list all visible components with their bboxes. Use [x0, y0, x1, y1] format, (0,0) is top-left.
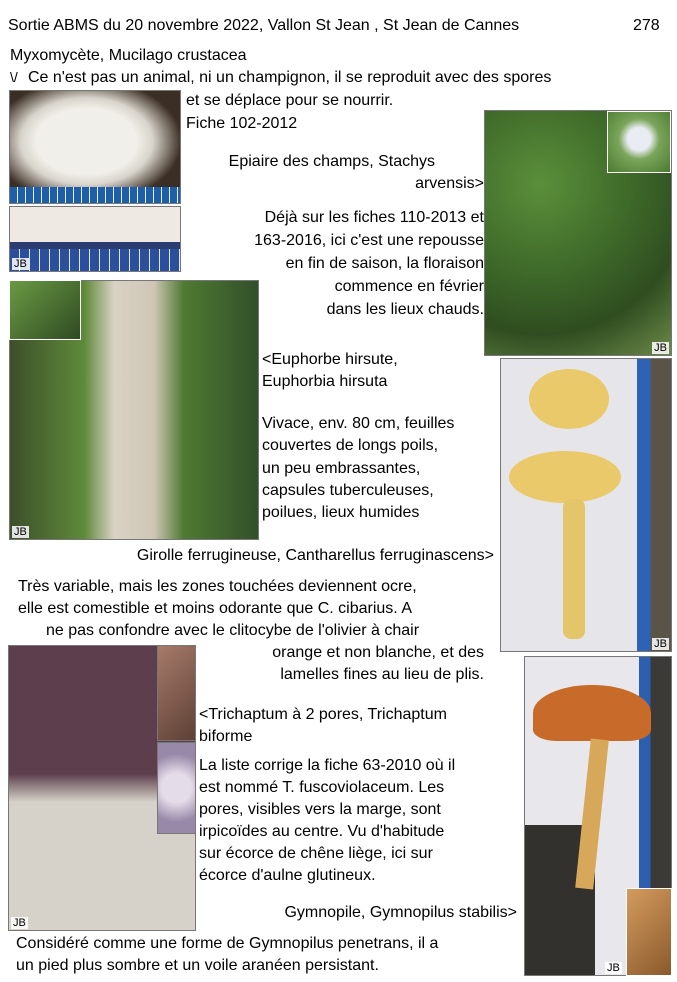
- photo-myxomycete-2: [9, 206, 181, 272]
- euphorbia-text-2: couvertes de longs poils,: [262, 437, 439, 454]
- girolle-text-5: lamelles fines au lieu de plis.: [280, 666, 484, 683]
- gymnopilus-title: Gymnopile, Gymnopilus stabilis>: [284, 904, 517, 921]
- stachys-text-3: en fin de saison, la floraison: [285, 255, 484, 272]
- stachys-text-4: commence en février: [334, 278, 484, 295]
- trichaptum-text-1: La liste corrige la fiche 63-2010 où il: [199, 757, 456, 774]
- photo-euphorbia-inset: [9, 280, 81, 340]
- photo-credit: JB: [654, 638, 667, 650]
- myxo-text-3: Fiche 102-2012: [186, 115, 298, 132]
- stachys-text-2: 163-2016, ici c'est une repousse: [254, 232, 484, 249]
- girolle-text-4: orange et non blanche, et des: [272, 644, 484, 661]
- page-title: Sortie ABMS du 20 novembre 2022, Vallon St Jean , St Jean de Cannes: [8, 17, 520, 34]
- photo-stachys-inset: [607, 111, 671, 173]
- euphorbia-title-2: Euphorbia hirsuta: [262, 373, 388, 390]
- photo-credit: JB: [14, 258, 27, 270]
- trichaptum-text-5: sur écorce de chêne liège, ici sur: [199, 845, 433, 862]
- girolle-text-3: ne pas confondre avec le clitocybe de l'olivier à chair: [46, 622, 420, 639]
- stachys-title-2: arvensis>: [415, 175, 484, 192]
- girolle-text-2: elle est comestible et moins odorante que C. cibarius. A: [18, 600, 412, 617]
- photo-myxomycete-1: [9, 90, 181, 204]
- euphorbia-text-5: poilues, lieux humides: [262, 504, 420, 521]
- trichaptum-text-6: écorce d'aulne glutineux.: [199, 867, 376, 884]
- trichaptum-text-3: pores, visibles vers la marge, sont: [199, 801, 441, 818]
- euphorbia-text-4: capsules tuberculeuses,: [262, 482, 434, 499]
- gymnopilus-text-2: un pied plus sombre et un voile aranéen persistant.: [16, 957, 379, 974]
- photo-credit: JB: [607, 962, 620, 974]
- stachys-text-1: Déjà sur les fiches 110-2013 et: [264, 209, 484, 226]
- photo-gymnopilus-inset: [607, 888, 672, 976]
- euphorbia-title-1: <Euphorbe hirsute,: [262, 351, 398, 368]
- photo-trichaptum-inset-1: [157, 645, 196, 741]
- stachys-title-1: Epiaire des champs, Stachys: [228, 153, 435, 170]
- trichaptum-text-4: irpicoïdes au centre. Vu d'habitude: [199, 823, 445, 840]
- myxo-text-2: et se déplace pour se nourrir.: [186, 92, 394, 109]
- photo-trichaptum-inset-2: [157, 742, 196, 834]
- trichaptum-title-1: <Trichaptum à 2 pores, Trichaptum: [199, 706, 447, 723]
- euphorbia-text-3: un peu embrassantes,: [262, 460, 421, 477]
- myxo-text-1: Ce n'est pas un animal, ni un champignon, il se reproduit avec des spores: [28, 69, 552, 86]
- girolle-text-1: Très variable, mais les zones touchées deviennent ocre,: [18, 578, 417, 595]
- photo-credit: JB: [14, 526, 27, 538]
- trichaptum-title-2: biforme: [199, 728, 253, 745]
- myxo-title: Myxomycète, Mucilago crustacea: [10, 47, 247, 64]
- girolle-title: Girolle ferrugineuse, Cantharellus ferruginascens>: [136, 547, 494, 564]
- page-number: 278: [633, 17, 660, 34]
- trichaptum-text-2: est nommé T. fuscoviolaceum. Les: [199, 779, 445, 796]
- photo-credit: JB: [654, 342, 667, 354]
- gymnopilus-text-1: Considéré comme une forme de Gymnopilus penetrans, il a: [16, 935, 439, 952]
- down-arrow-icon: \/: [10, 69, 18, 85]
- euphorbia-text-1: Vivace, env. 80 cm, feuilles: [262, 415, 455, 432]
- stachys-text-5: dans les lieux chauds.: [326, 301, 484, 318]
- photo-credit: JB: [13, 917, 26, 929]
- photo-girolle: [500, 358, 672, 652]
